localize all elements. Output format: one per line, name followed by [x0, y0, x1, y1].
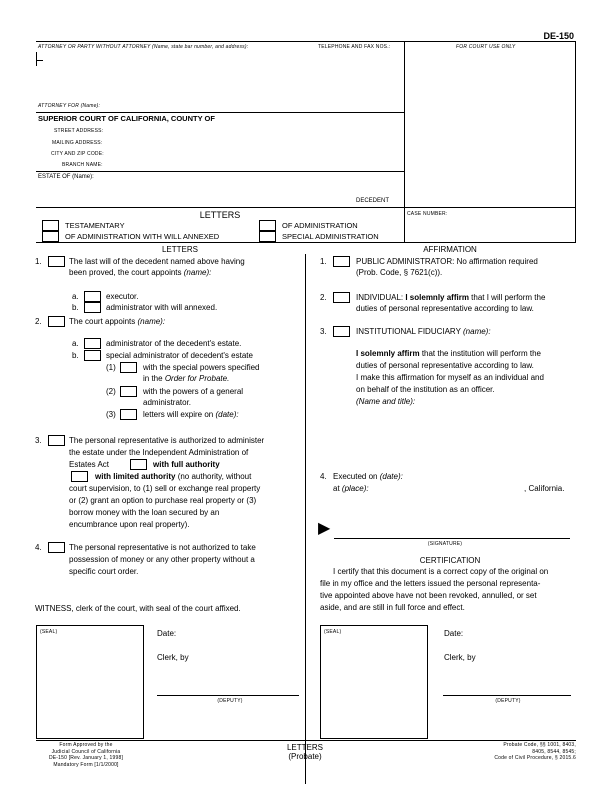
item4-num: 4.	[35, 543, 42, 552]
court-use-label: FOR COURT USE ONLY	[456, 44, 516, 50]
item1-text-b: been proved, the court appoints (name):	[69, 268, 212, 277]
telephone-label: TELEPHONE AND FAX NOS.:	[318, 44, 391, 50]
left-seal-box	[36, 625, 144, 739]
branch-label: BRANCH NAME:	[62, 162, 103, 168]
item3-line1: The personal representative is authorized to administer	[69, 436, 265, 445]
item1b-checkbox[interactable]	[84, 302, 101, 313]
aff2-line1: INDIVIDUAL: I solemnly affirm that I will perform the	[356, 293, 546, 302]
letters-title: LETTERS	[199, 210, 241, 220]
sub2-text-a: with the powers of a general	[143, 387, 244, 396]
item3-line3a: Estates Act	[69, 460, 110, 469]
right-seal-label: (SEAL)	[324, 629, 342, 635]
administration-label: OF ADMINISTRATION	[282, 221, 358, 230]
aff2-checkbox[interactable]	[333, 292, 350, 303]
aff3-line6: (Name and title):	[356, 397, 416, 406]
right-clerk-label: Clerk, by	[444, 653, 476, 662]
signature-label: (SIGNATURE)	[427, 541, 463, 547]
certification-heading: CERTIFICATION	[419, 556, 481, 565]
item1a-text: executor.	[106, 292, 139, 301]
item2b-text: special administrator of decedent's estate	[106, 351, 253, 360]
aff4-california: , California.	[524, 484, 565, 493]
footer-title: LETTERS (Probate)	[286, 743, 323, 761]
footer-right: Probate Code, §§ 1001, 8403, 8405, 8544, 8545; Code of Civil Procedure, § 2015.6	[494, 742, 576, 761]
aff3-line5: on behalf of the institution as an officer.	[356, 385, 495, 394]
limited-authority-checkbox[interactable]	[71, 471, 88, 482]
full-authority-checkbox[interactable]	[130, 459, 147, 470]
witness-text: WITNESS, clerk of the court, with seal of the court affixed.	[35, 604, 241, 613]
sub1-num: (1)	[106, 363, 116, 372]
left-date-label: Date:	[157, 629, 177, 638]
aff3-line2: I solemnly affirm that the institution will perform the	[356, 349, 541, 358]
item2a-label: a.	[72, 339, 79, 348]
item2a-checkbox[interactable]	[84, 338, 101, 349]
item1a-label: a.	[72, 292, 79, 301]
item3-line3b: with full authority	[153, 460, 220, 469]
aff3-line3: duties of personal representative according to law.	[356, 361, 534, 370]
item3-num: 3.	[35, 436, 42, 445]
estate-label: ESTATE OF (Name):	[38, 174, 94, 180]
signature-arrow-icon: ▶	[318, 520, 331, 537]
will-annexed-label: OF ADMINISTRATION WITH WILL ANNEXED	[65, 232, 220, 241]
case-number-label: CASE NUMBER:	[407, 211, 448, 217]
street-label: STREET ADDRESS:	[54, 128, 104, 134]
aff3-checkbox[interactable]	[333, 326, 350, 337]
item1a-checkbox[interactable]	[84, 291, 101, 302]
aff3-num: 3.	[320, 327, 327, 336]
item3-line8: encumbrance upon real property).	[69, 520, 190, 529]
aff4-num: 4.	[320, 472, 327, 481]
item4-line2: possession of money or any other property without a	[69, 555, 255, 564]
right-deputy-label: (DEPUTY)	[495, 698, 521, 704]
item3-line7: borrow money with the loan secured by an	[69, 508, 220, 517]
aff1-line2: (Prob. Code, § 7621(c)).	[356, 268, 443, 277]
aff3-line4: I make this affirmation for myself as an individual and	[356, 373, 544, 382]
right-seal-box	[320, 625, 428, 739]
left-deputy-label: (DEPUTY)	[217, 698, 243, 704]
decedent-label: DECEDENT	[356, 198, 390, 204]
item4-line3: specific court order.	[69, 567, 139, 576]
testamentary-label: TESTAMENTARY	[65, 221, 125, 230]
court-title: SUPERIOR COURT OF CALIFORNIA, COUNTY OF	[38, 114, 215, 123]
item1b-label: b.	[72, 303, 79, 312]
left-clerk-label: Clerk, by	[157, 653, 189, 662]
city-label: CITY AND ZIP CODE:	[51, 151, 104, 157]
aff1-line1: PUBLIC ADMINISTRATOR: No affirmation required	[356, 257, 538, 266]
sub2-text-b: administrator.	[143, 398, 192, 407]
item3-checkbox[interactable]	[48, 435, 65, 446]
aff1-checkbox[interactable]	[333, 256, 350, 267]
item3-line6: or (2) grant an option to purchase real property or (3)	[69, 496, 257, 505]
sub1-text-a: with the special powers specified	[143, 363, 260, 372]
item3-line2: the estate under the Independent Administration of	[69, 448, 249, 457]
attorney-for-label: ATTORNEY FOR (Name):	[38, 103, 101, 109]
form-number: DE-150	[543, 31, 574, 41]
cert-line1: I certify that this document is a correct copy of the original on	[333, 567, 549, 576]
aff3-line1: INSTITUTIONAL FIDUCIARY (name):	[356, 327, 491, 336]
sub2-checkbox[interactable]	[120, 386, 137, 397]
item2b-label: b.	[72, 351, 79, 360]
special-administration-checkbox[interactable]	[259, 231, 276, 242]
item1-num: 1.	[35, 257, 42, 266]
item3-line4: with limited authority (no authority, without	[95, 472, 252, 481]
item4-checkbox[interactable]	[48, 542, 65, 553]
item2a-text: administrator of the decedent's estate.	[106, 339, 242, 348]
aff4-line1: Executed on (date):	[333, 472, 403, 481]
letters-heading: LETTERS	[161, 245, 198, 254]
administration-checkbox[interactable]	[259, 220, 276, 231]
mailing-label: MAILING ADDRESS:	[52, 140, 103, 146]
affirmation-heading: AFFIRMATION	[423, 245, 477, 254]
aff1-num: 1.	[320, 257, 327, 266]
cert-line3: tive appointed above have not been revoked, annulled, or set	[320, 591, 537, 600]
will-annexed-checkbox[interactable]	[42, 231, 59, 242]
aff4-line2: at (place):	[333, 484, 369, 493]
cert-line2: file in my office and the letters issued the personal representa-	[320, 579, 541, 588]
sub3-checkbox[interactable]	[120, 409, 137, 420]
sub2-num: (2)	[106, 387, 116, 396]
attorney-label: ATTORNEY OR PARTY WITHOUT ATTORNEY (Name, state bar number, and address):	[38, 44, 249, 50]
right-date-label: Date:	[444, 629, 464, 638]
aff2-num: 2.	[320, 293, 327, 302]
item1b-text: administrator with will annexed.	[106, 303, 218, 312]
item2-num: 2.	[35, 317, 42, 326]
item2-checkbox[interactable]	[48, 316, 65, 327]
item3-line5: court supervision, to (1) sell or exchange real property	[69, 484, 261, 493]
testamentary-checkbox[interactable]	[42, 220, 59, 231]
item2-text: The court appoints (name):	[69, 317, 166, 326]
item1-checkbox[interactable]	[48, 256, 65, 267]
special-administration-label: SPECIAL ADMINISTRATION	[282, 232, 379, 241]
sub1-checkbox[interactable]	[120, 362, 137, 373]
cert-line4: aside, and are still in full force and effect.	[320, 603, 465, 612]
sub3-text: letters will expire on (date):	[143, 410, 239, 419]
item4-line1: The personal representative is not authorized to take	[69, 543, 256, 552]
item1-text-a: The last will of the decedent named above having	[69, 257, 245, 266]
sub3-num: (3)	[106, 410, 116, 419]
left-seal-label: (SEAL)	[40, 629, 58, 635]
footer-left: Form Approved by the Judicial Council of California DE-150 [Rev. January 1, 1998] Mandatory Form [1/1/2000]	[48, 742, 124, 768]
item2b-checkbox[interactable]	[84, 350, 101, 361]
aff2-line2: duties of personal representative according to law.	[356, 304, 534, 313]
sub1-text-b: in the Order for Probate.	[143, 374, 230, 383]
